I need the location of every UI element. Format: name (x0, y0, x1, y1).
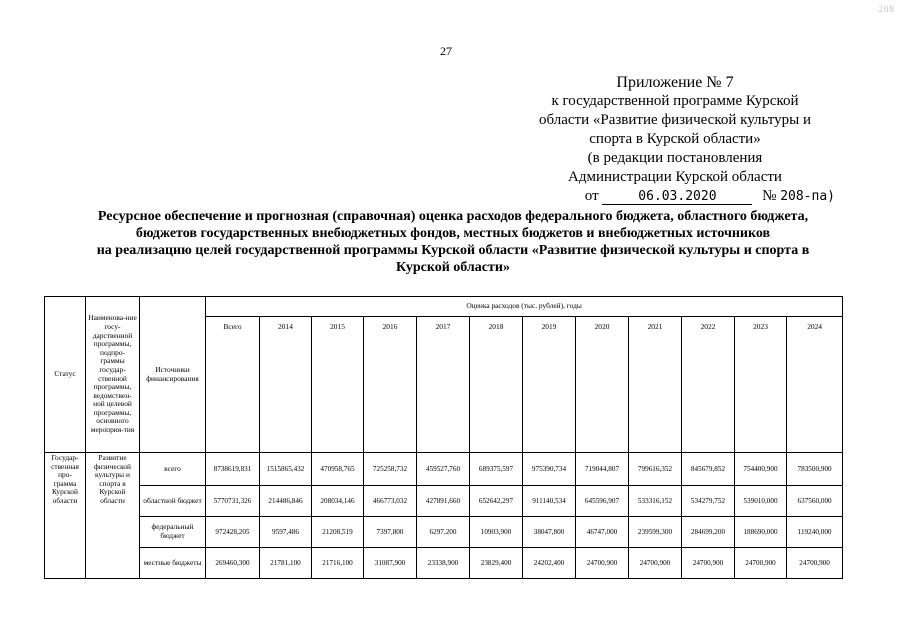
header-year: 2020 (576, 317, 629, 453)
value-cell: 24700,900 (735, 548, 787, 579)
appendix-block (515, 73, 835, 206)
source-cell: всего (140, 453, 206, 486)
value-cell: 21716,100 (312, 548, 364, 579)
appendix-line: области «Развитие физической культуры и (538, 112, 812, 128)
header-year: 2021 (629, 317, 682, 453)
value-cell: 911140,534 (523, 486, 576, 517)
value-cell: 24700,900 (682, 548, 735, 579)
number-label: № (762, 188, 777, 204)
value-cell: 8738619,831 (206, 453, 260, 486)
value-cell: 188690,000 (735, 517, 787, 548)
source-cell: областной бюджет (140, 486, 206, 517)
table-row (45, 453, 843, 486)
header-year: 2016 (364, 317, 417, 453)
title-line: Ресурсное обеспечение и прогнозная (справочная) оценка расходов федерального бюджета, областного бюджета, (97, 209, 809, 224)
header-program-name: Наименова-ние госу-дарственной программы, подпро-граммы государ-ственной программы, ведомствен-ной целевой программы, основного мероприя-тия (86, 297, 140, 453)
header-year: 2023 (735, 317, 787, 453)
decree-date: 06.03.2020 (602, 190, 752, 205)
value-cell: 214486,846 (260, 486, 312, 517)
value-cell: 21208,519 (312, 517, 364, 548)
header-year: 2017 (417, 317, 470, 453)
value-cell: 799616,352 (629, 453, 682, 486)
header-year: 2019 (523, 317, 576, 453)
value-cell: 24700,900 (629, 548, 682, 579)
header-year: 2022 (682, 317, 735, 453)
resource-table (44, 296, 843, 579)
value-cell: 23829,400 (470, 548, 523, 579)
value-cell: 269460,300 (206, 548, 260, 579)
title-line: на реализацию целей государственной программы Курской области «Развитие физической культуры и спорта в (96, 243, 810, 258)
value-cell: 24700,900 (576, 548, 629, 579)
value-cell: 719044,807 (576, 453, 629, 486)
table-row (45, 517, 843, 548)
value-cell: 1515865,432 (260, 453, 312, 486)
decree-number: 208-па) (780, 189, 835, 204)
value-cell: 24700,900 (787, 548, 843, 579)
page-number: 27 (440, 44, 452, 58)
value-cell: 38047,800 (523, 517, 576, 548)
value-cell: 31087,900 (364, 548, 417, 579)
appendix-heading: Приложение № 7 (616, 74, 734, 91)
value-cell: 466773,032 (364, 486, 417, 517)
header-estimate: Оценка расходов (тыс. рублей), годы (206, 297, 843, 317)
program-cell: Развитие физической культуры и спорта в Курской области (86, 453, 140, 579)
value-cell: 783500,900 (787, 453, 843, 486)
value-cell: 975390,734 (523, 453, 576, 486)
value-cell: 119240,000 (787, 517, 843, 548)
value-cell: 533316,152 (629, 486, 682, 517)
table-row (45, 486, 843, 517)
value-cell: 24202,400 (523, 548, 576, 579)
header-sources: Источники финансирования (140, 297, 206, 453)
title-line: бюджетов государственных внебюджетных фондов, местных бюджетов и внебюджетных источников (135, 226, 771, 241)
appendix-line: спорта в Курской области» (589, 131, 761, 147)
value-cell: 7397,800 (364, 517, 417, 548)
value-cell: 645596,907 (576, 486, 629, 517)
value-cell: 539010,000 (735, 486, 787, 517)
header-year: 2015 (312, 317, 364, 453)
from-label: от (584, 188, 599, 204)
value-cell: 284699,200 (682, 517, 735, 548)
appendix-line: (в редакции постановления (587, 150, 763, 166)
title-line: Курской области» (396, 260, 510, 275)
value-cell: 427891,660 (417, 486, 470, 517)
value-cell: 239599,300 (629, 517, 682, 548)
header-total: Всего (206, 317, 260, 453)
value-cell: 637560,000 (787, 486, 843, 517)
value-cell: 534279,752 (682, 486, 735, 517)
value-cell: 845679,852 (682, 453, 735, 486)
corner-mark: 208 (878, 4, 895, 14)
value-cell: 754400,900 (735, 453, 787, 486)
status-cell: Государ-ственная про-грамма Курской области (45, 453, 86, 579)
value-cell: 470958,765 (312, 453, 364, 486)
decree-date-line (515, 187, 835, 206)
value-cell: 652642,297 (470, 486, 523, 517)
appendix-line: к государственной программе Курской (551, 93, 799, 109)
value-cell: 6297,200 (417, 517, 470, 548)
value-cell: 972428,205 (206, 517, 260, 548)
header-status: Статус (45, 297, 86, 453)
value-cell: 5770731,326 (206, 486, 260, 517)
source-cell: федеральный бюджет (140, 517, 206, 548)
value-cell: 10903,900 (470, 517, 523, 548)
header-year: 2018 (470, 317, 523, 453)
document-title (38, 208, 868, 276)
value-cell: 725258,732 (364, 453, 417, 486)
value-cell: 46747,000 (576, 517, 629, 548)
header-year: 2024 (787, 317, 843, 453)
value-cell: 459527,760 (417, 453, 470, 486)
header-year: 2014 (260, 317, 312, 453)
source-cell: местные бюджеты (140, 548, 206, 579)
appendix-line: Администрации Курской области (568, 169, 782, 185)
value-cell: 9597,486 (260, 517, 312, 548)
value-cell: 208034,146 (312, 486, 364, 517)
value-cell: 21781,100 (260, 548, 312, 579)
value-cell: 689375,597 (470, 453, 523, 486)
table-row (45, 548, 843, 579)
value-cell: 23338,900 (417, 548, 470, 579)
